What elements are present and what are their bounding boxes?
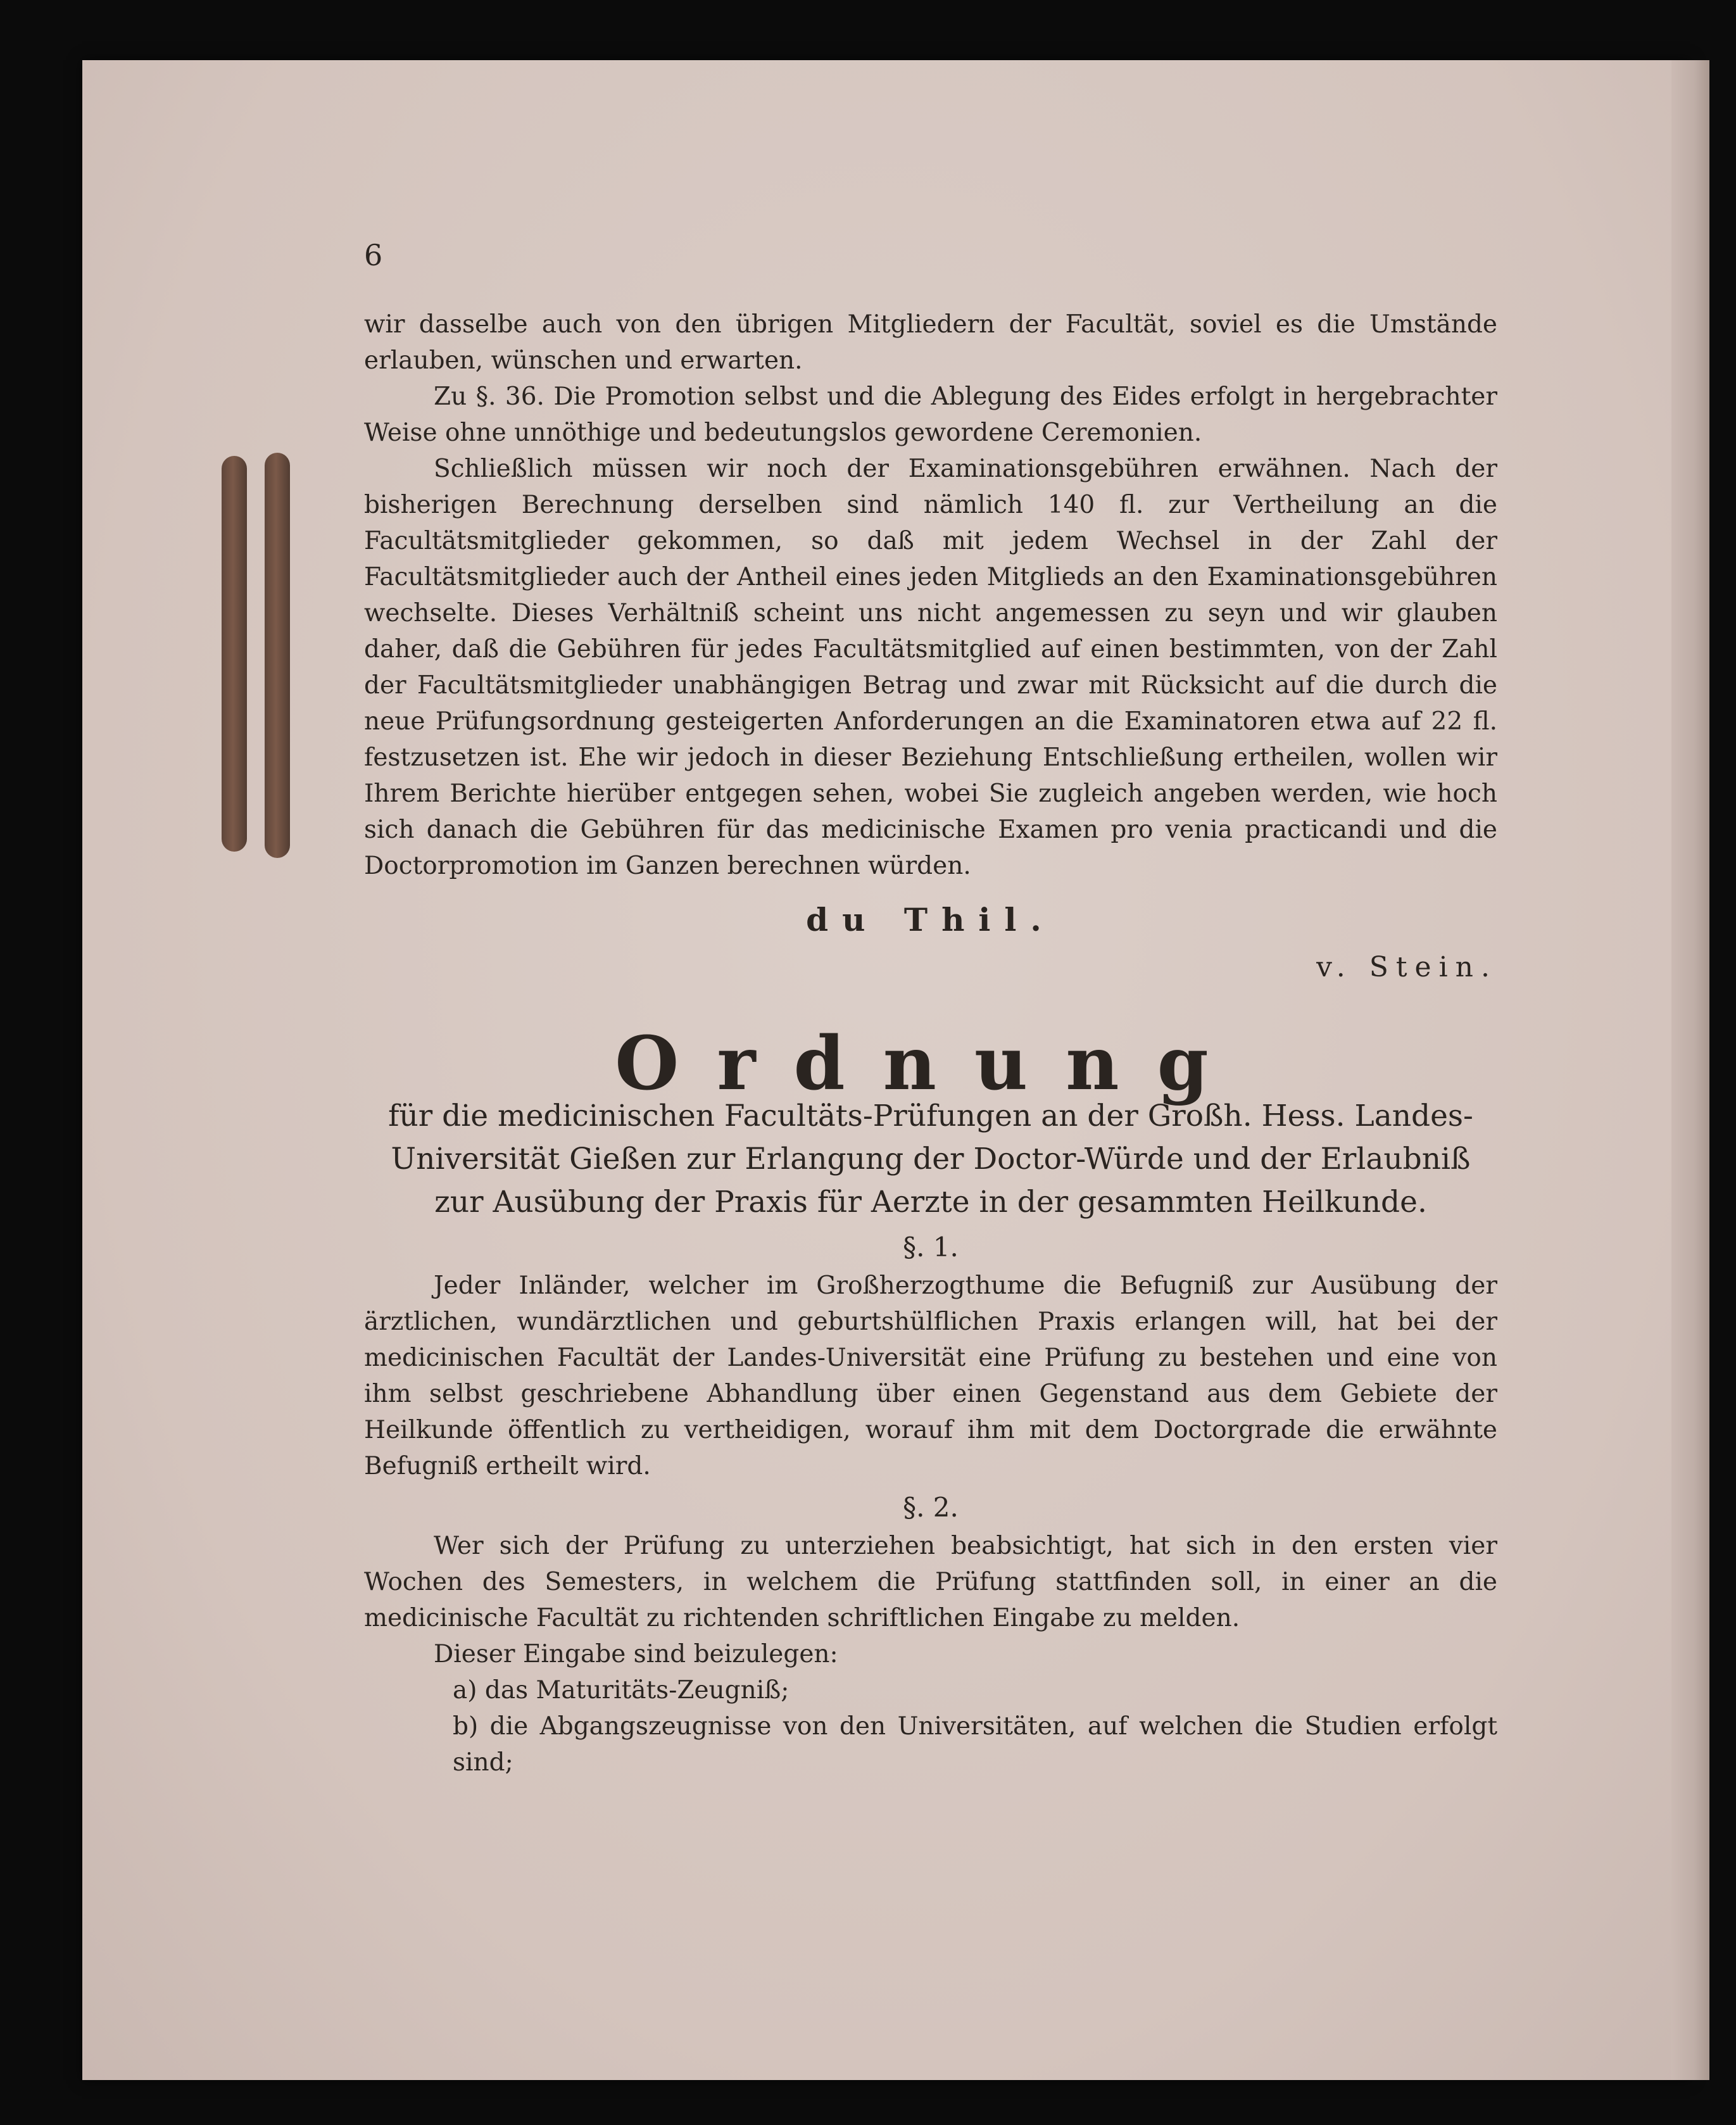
signature-v-stein: v. Stein.: [1316, 951, 1497, 983]
enclosure-item-b: b) die Abgangszeugnisse von den Universitäten, auf welchen die Studien erfolgt sind;: [453, 1712, 1497, 1777]
paragraph-fees: Schließlich müssen wir noch der Examinationsgebühren erwähnen. Nach der bisherigen Berechnung derselben sind nämlich 140 fl. zur Vertheilung an die Facultätsmitglieder gekommen, so daß mit jedem Wechsel in der Zahl der Facultätsmitglieder auch der Antheil eines jeden Mitglieds an den Examinationsgebühren wechselte. Dieses Verhältniß scheint uns nicht angemessen zu seyn und wir glauben daher, daß die Gebühren für jedes Facultätsmitglied auf einen bestimmten, von der Zahl der Facultätsmitglieder unabhängigen Betrag und zwar mit Rücksicht auf die durch die neue Prüfungsordnung gesteigerten Anforderungen an die Examinatoren etwa auf 22 fl. festzusetzen ist. Ehe wir jedoch in dieser Beziehung Entschließung ertheilen, wollen wir Ihrem Berichte hierüber entgegen sehen, wobei Sie zugleich angeben werden, wie hoch sich danach die Gebühren für das medicinische Examen pro venia practicandi und die Doctorpromotion im Ganzen berechnen würden.: [364, 455, 1497, 880]
page-edge: [1671, 60, 1709, 2080]
page-number: 6: [364, 238, 383, 272]
section-2-heading: §. 2.: [903, 1492, 959, 1523]
section-2-text: Wer sich der Prüfung zu unterziehen beabsichtigt, hat sich in den ersten vier Wochen des Semesters, in welchem die Prüfung stattfinden soll, in einer an die medicinische Facultät zu richtenden schriftlichen Eingabe zu melden.: [364, 1532, 1497, 1632]
ink-stain-left: [222, 456, 247, 852]
intro-paragraph: wir dasselbe auch von den übrigen Mitgliedern der Facultät, soviel es die Umstände erlauben, wünschen und erwarten.: [364, 310, 1497, 375]
section-1-heading: §. 1.: [903, 1232, 959, 1263]
paragraph-zu-36: Zu §. 36. Die Promotion selbst und die Ablegung des Eides erfolgt in hergebrachter Weise ohne unnöthige und bedeutungslos gewordene Ceremonien.: [364, 382, 1497, 447]
section-1-text: Jeder Inländer, welcher im Großherzogthume die Befugniß zur Ausübung der ärztlichen, wundärztlichen und geburtshülflichen Praxis erlangen will, hat bei der medicinischen Facultät der Landes-Universität eine Prüfung zu bestehen und eine von ihm selbst geschriebene Abhandlung über einen Gegenstand aus dem Gebiete der Heilkunde öffentlich zu vertheidigen, worauf ihm mit dem Doctorgrade die erwähnte Befugniß ertheilt wird.: [364, 1271, 1497, 1480]
section-2-enclosures: Dieser Eingabe sind beizulegen:: [434, 1640, 838, 1668]
document-subtitle: für die medicinischen Facultäts-Prüfungen an der Großh. Hess. Landes-Universität Gießen zur Erlangung der Doctor-Würde und der Erlaubniß zur Ausübung der Praxis für Aerzte in der gesammten Heilkunde.: [388, 1099, 1473, 1220]
document-title: Ordnung: [615, 1021, 1247, 1107]
enclosure-item-a: a) das Maturitäts-Zeugniß;: [453, 1676, 789, 1705]
page-content: [364, 237, 1497, 1781]
signature-du-thil: du Thil.: [806, 901, 1055, 938]
ink-stain-right: [265, 453, 290, 858]
